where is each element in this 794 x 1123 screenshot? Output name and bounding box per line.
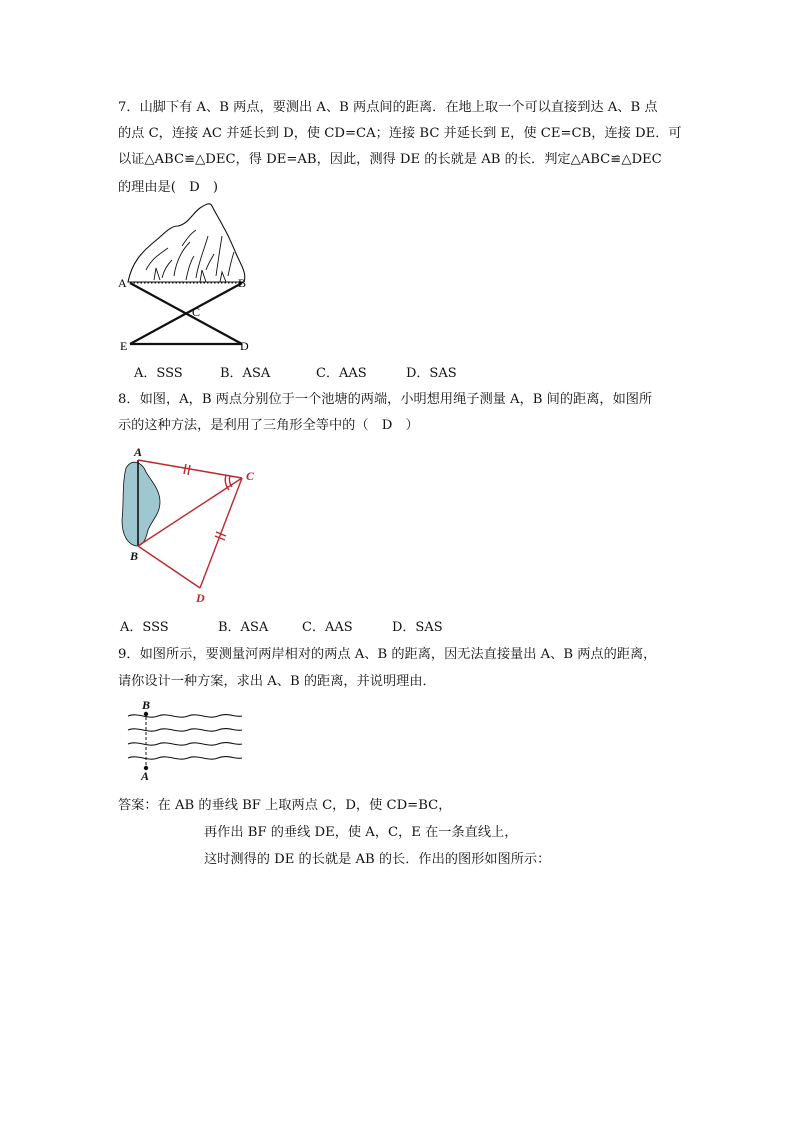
q7-option-b: B．ASA [220, 366, 271, 381]
mountain-shape [128, 204, 245, 282]
q8-pond-figure [116, 440, 276, 605]
label-D: D [240, 339, 249, 353]
q8-option-a: A．SSS [120, 620, 169, 635]
q8-text-line-1: 8．如图，A，B 两点分别位于一个池塘的两端，小明想用绳子测量 A，B 间的距离，如图所 [118, 392, 653, 407]
q9-text-line-2: 请你设计一种方案，求出 A、B 的距离，并说明理由． [118, 674, 436, 689]
label-A: A [141, 769, 150, 782]
q7-text-line-4: 的理由是( D ) [118, 180, 218, 195]
label-C: C [192, 305, 201, 319]
q9-river-figure [124, 696, 248, 782]
label-B: B [130, 549, 139, 563]
q8-option-c: C．AAS [302, 620, 353, 635]
q7-option-c: C．AAS [316, 366, 367, 381]
pond-shape [122, 462, 160, 546]
label-A: A [118, 276, 127, 290]
q9-answer-line-2: 再作出 BF 的垂线 DE，使 A，C，E 在一条直线上， [204, 825, 518, 840]
q7-text-line-1: 7．山脚下有 A、B 两点，要测出 A、B 两点间的距离．在地上取一个可以直接到达 A、B 点 [118, 100, 658, 115]
q8-option-d: D．SAS [392, 620, 443, 635]
q7-text-line-3: 以证△ABC≌△DEC，得 DE=AB，因此，测得 DE 的长就是 AB 的长．判定△ABC≌△DEC [118, 152, 662, 167]
label-B: B [142, 698, 151, 712]
label-E: E [120, 339, 128, 353]
q9-text-line-1: 9．如图所示，要测量河两岸相对的两点 A、B 的距离，因无法直接量出 A、B 两点的距离， [118, 647, 657, 662]
q7-text-line-2: 的点 C，连接 AC 并延长到 D，使 CD=CA；连接 BC 并延长到 E，使 CE=CB，连接 DE．可 [118, 126, 682, 141]
q8-text-line-2: 示的这种方法，是利用了三角形全等中的（ D ） [118, 418, 419, 433]
q7-option-a: A．SSS [134, 366, 183, 381]
label-B: B [238, 276, 247, 290]
q9-answer-line-1: 答案：在 AB 的垂线 BF 上取两点 C，D，使 CD=BC， [118, 798, 452, 813]
label-D: D [196, 591, 205, 605]
q9-answer-line-3: 这时测得的 DE 的长就是 AB 的长．作出的图形如图所示： [204, 852, 551, 867]
label-A: A [134, 445, 143, 459]
q7-option-d: D．SAS [406, 366, 457, 381]
q8-option-b: B．ASA [218, 620, 269, 635]
label-C: C [246, 469, 255, 483]
q7-mountain-figure [116, 200, 256, 355]
